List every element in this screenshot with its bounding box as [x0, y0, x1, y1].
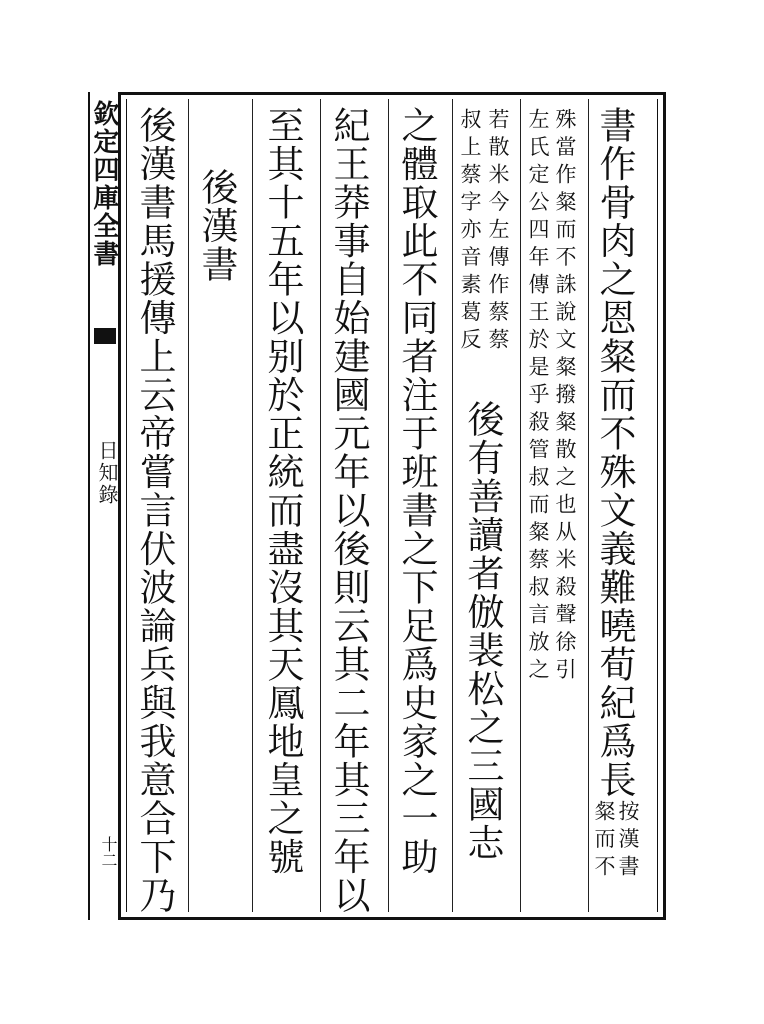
- text-column-5-main: 紀王莽事自始建國元年以後則云其二年其三年以: [327, 106, 370, 915]
- column-rule: [388, 99, 389, 912]
- column-rule: [252, 99, 253, 912]
- margin-page-number: 十二: [99, 836, 118, 868]
- fish-tail-mark-icon: [94, 328, 116, 344]
- column-rule: [520, 99, 521, 912]
- text-column-3-main: 後有善讀者倣裴松之三國志: [461, 400, 504, 862]
- margin-collection-title: 欽定四庫全書: [89, 100, 119, 268]
- text-column-1-main: 書作骨肉之恩粲而不殊文義難曉荀紀爲長: [593, 106, 636, 799]
- column-rule: [588, 99, 589, 912]
- text-column-3-note-left: 叔上蔡字亦音素葛反: [458, 108, 482, 356]
- text-column-2-note-right: 殊當作粲而不誅說文粲撥粲散之也从米殺聲徐引: [553, 108, 577, 686]
- text-column-3-note-right: 若散米今左傳作蔡蔡: [486, 108, 510, 356]
- text-column-2-note-left: 左氏定公四年傳王於是乎殺管叔而粲蔡叔言放之: [526, 108, 550, 686]
- text-column-1-note-right: 按漢書: [616, 800, 640, 883]
- column-rule: [188, 99, 189, 912]
- text-column-4-main: 之體取此不同者注于班書之下足爲史家之一助: [395, 106, 438, 876]
- text-column-6-main: 至其十五年以别於正統而盡沒其天鳳地皇之號: [261, 106, 304, 876]
- section-heading: 後漢書: [195, 168, 238, 284]
- column-rule: [452, 99, 453, 912]
- column-rule: [320, 99, 321, 912]
- text-column-8-main: 後漢書馬援傳上云帝嘗言伏波論兵與我意合下乃: [133, 106, 176, 915]
- margin-book-title: 日知錄: [95, 440, 119, 506]
- text-column-1-note-left: 粲而不: [592, 800, 616, 883]
